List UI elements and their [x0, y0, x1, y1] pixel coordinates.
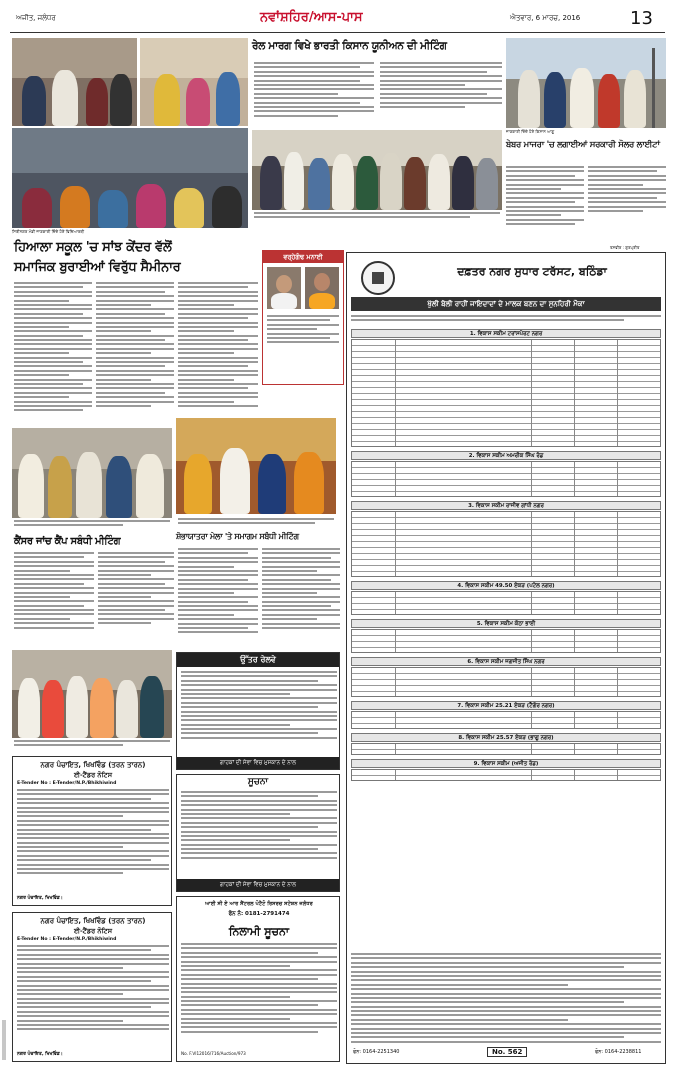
trust-intro-text	[351, 315, 661, 325]
trust-title: ਦਫ਼ਤਰ ਨਗਰ ਸੁਧਾਰ ਟਰੱਸਟ, ਬਠਿੰਡਾ	[457, 265, 607, 278]
mela-headline: ਸ਼ੋਭਾਯਾਤਰਾ ਮੇਲਾ 'ਤੇ ਸਮਾਗਮ ਸਬੰਧੀ ਮੀਟਿੰਗ	[176, 532, 299, 541]
railway-tagline-1: ਗਾਹਕਾਂ ਦੀ ਸੇਵਾ ਵਿਚ ਮੁਸਕਾਨ ਦੇ ਨਾਲ	[177, 757, 339, 769]
publication-label: ਅਜੀਤ, ਜਲੰਧਰ	[16, 14, 56, 22]
school-story-col-3	[178, 282, 258, 422]
photo-elder-2	[305, 267, 339, 309]
trust-section-title: 3. ਵਿਕਾਸ ਸਕੀਮ ਰਾਜੀਵ ਗਾਂਧੀ ਨਗਰ	[351, 501, 661, 510]
tender-notice-2	[12, 912, 172, 1062]
solar-lights-headline: ਬੇਬਰ ਮਾਜਰਾ 'ਚ ਲਗਾਈਆਂ ਸਰਕਾਰੀ ਸੋਲਰ ਲਾਈਟਾਂ	[506, 140, 660, 150]
school-story-col-1	[14, 282, 92, 422]
tender-2-number: E-Tender No : E-Tender/N.P./Bhikhiwind	[17, 937, 117, 942]
auction-notice	[176, 896, 340, 1062]
photo-group-standing	[12, 650, 172, 738]
photo-cancer-camp	[12, 428, 172, 518]
issue-date: ਐਤਵਾਰ, 6 ਮਾਰਚ, 2016	[510, 14, 581, 22]
rail-story-text-2	[380, 62, 502, 128]
auction-org: ਆਈ ਸੀ ਏ ਆਰ ਸੈਂਟਰਲ ਪੋਟੈਟੋ ਰਿਸਰਚ ਸਟੇਸ਼ਨ ਜਲੰਧਰ	[205, 901, 313, 907]
solar-photo-caption: ਜਾਣਕਾਰੀ ਦਿੰਦੇ ਹੋਏ ਕਿਸਾਨ ਆਗੂ	[506, 129, 555, 134]
photo-solar-lights	[506, 38, 666, 128]
tender-notice-1	[12, 756, 172, 906]
trust-section-title: 6. ਵਿਕਾਸ ਸਕੀਮ ਜਗਜੀਤ ਸਿੰਘ ਨਗਰ	[351, 657, 661, 666]
trust-logo	[361, 261, 395, 295]
tender-2-title: ਨਗਰ ਪੰਚਾਇਤ, ਖਿਖਵਿੰਡ (ਤਰਨ ਤਾਰਨ)	[40, 917, 146, 925]
school-seminar-headline-2: ਸਮਾਜਿਕ ਬੁਰਾਈਆਂ ਵਿਰੁੱਧ ਸੈਮੀਨਾਰ	[14, 260, 181, 275]
trust-section-table	[351, 629, 661, 653]
trust-section-title: 8. ਵਿਕਾਸ ਸਕੀਮ 25.57 ਏਕੜ (ਭਾਗੂ ਨਗਰ)	[351, 733, 661, 742]
photo-sant-gathering	[176, 418, 336, 514]
railway-notice-1	[176, 652, 340, 770]
trust-banner: ਖੁੱਲੀ ਬੋਲੀ ਰਾਹੀਂ ਜਾਇਦਾਦਾਂ ਦੇ ਮਾਲਕ ਬਣਨ ਦਾ ਸੁਨਹਿਰੀ ਮੌਕਾ	[351, 297, 661, 311]
tender-2-sign: ਨਗਰ ਪੰਚਾਇਤ, ਖਿਖਵਿੰਡ।	[17, 1052, 63, 1057]
auction-ref: No. F.VI12016/716/Auction/973	[181, 1051, 246, 1056]
trust-footer-phone-left: ਫੋਨ: 0164-2251340	[353, 1049, 400, 1055]
trust-section-table	[351, 667, 661, 697]
school-seminar-headline-1: ਹਿਆਲਾ ਸਕੂਲ 'ਚ ਸਾਂਝ ਕੇਂਦਰ ਵੱਲੋਂ	[14, 240, 172, 255]
cancer-photo-caption	[14, 520, 170, 532]
railway-notice-2	[176, 774, 340, 892]
tender-1-title: ਨਗਰ ਪੰਚਾਇਤ, ਖਿਖਵਿੰਡ (ਤਰਨ ਤਾਰਨ)	[40, 761, 146, 769]
trust-section-title: 5. ਵਿਕਾਸ ਸਕੀਮ ਕੋਠਾ ਭਾਈ	[351, 619, 661, 628]
photo-crowd-hall	[12, 128, 248, 228]
photo-elder	[267, 267, 301, 309]
trust-section-title: 7. ਵਿਕਾਸ ਸਕੀਮ 25.21 ਏਕੜ (ਟੈਗੋਰ ਨਗਰ)	[351, 701, 661, 710]
rail-photo-caption	[254, 212, 500, 224]
trust-section-table	[351, 591, 661, 615]
margin-strip	[2, 1020, 6, 1060]
auction-title: ਨਿਲਾਮੀ ਸੂਚਨਾ	[228, 925, 290, 938]
mela-story-col-1	[178, 548, 258, 648]
page-number: 13	[630, 8, 653, 29]
school-story-col-2	[96, 282, 174, 422]
solar-credit: ਤਸਵੀਰ : ਗੁਰਪ੍ਰੀਤ	[610, 245, 640, 250]
cancer-story-col-1	[14, 552, 94, 644]
solar-story-text-2	[588, 166, 666, 244]
railway-brand: ਉੱਤਰ ਰੇਲਵੇ	[177, 653, 339, 667]
photo-school-women	[140, 38, 248, 126]
group-photo-caption	[14, 740, 170, 752]
photo-felicitation	[12, 38, 137, 126]
trust-footer-phone-right: ਫੋਨ: 0164-2238811	[595, 1049, 642, 1055]
photo-kisan-union	[252, 130, 502, 210]
railway-notice-title: ਸੂਚਨਾ	[247, 777, 269, 787]
trust-footer-number: No. 562	[487, 1047, 527, 1057]
rail-story-text	[254, 62, 374, 128]
trust-section-title: 1. ਵਿਕਾਸ ਸਕੀਮ ਟਰਾਂਸਪੋਰਟ ਨਗਰ	[351, 329, 661, 338]
tender-1-subtitle: ਈ-ਟੈਂਡਰ ਨੋਟਿਸ	[73, 771, 113, 779]
anniversary-title: ਵਰ੍ਹੇਗੰਢ ਮਨਾਈ	[263, 251, 343, 263]
auction-phone: ਫੋਨ ਨੰ: 0181-2791474	[228, 911, 290, 917]
mela-story-col-2	[262, 548, 340, 648]
sant-photo-caption	[178, 518, 334, 530]
trust-section-table	[351, 339, 661, 447]
tender-1-sign: ਨਗਰ ਪੰਚਾਇਤ, ਖਿਖਵਿੰਡ।	[17, 896, 63, 901]
railway-tagline-2: ਗਾਹਕਾਂ ਦੀ ਸੇਵਾ ਵਿਚ ਮੁਸਕਾਨ ਦੇ ਨਾਲ	[177, 879, 339, 891]
trust-section-title: 2. ਵਿਕਾਸ ਸਕੀਮ ਅਮਰੀਕ ਸਿੰਘ ਰੋਡ	[351, 451, 661, 460]
section-title: ਨਵਾਂਸ਼ਹਿਰ/ਆਸ-ਪਾਸ	[260, 10, 363, 25]
masthead	[10, 8, 665, 30]
tender-1-number: E-Tender No : E-Tender/N.P./Bhikhiwind	[17, 781, 117, 786]
trust-section-title: 9. ਵਿਕਾਸ ਸਕੀਮ (ਅਜੀਤ ਰੋਡ)	[351, 759, 661, 768]
cancer-story-col-2	[98, 552, 174, 644]
trust-terms	[351, 953, 661, 1045]
tender-2-subtitle: ਈ-ਟੈਂਡਰ ਨੋਟਿਸ	[73, 927, 113, 935]
trust-section-table	[351, 769, 661, 781]
photo-caption: ਸਿਰੀਨਗਰ ਮੰਡੀ ਜਾਣਕਾਰੀ ਦਿੰਦੇ ਹੋਏ ਵਿਦਿਆਰਥੀ	[12, 229, 85, 234]
cancer-camp-headline: ਕੈਂਸਰ ਜਾਂਚ ਕੈਂਪ ਸਬੰਧੀ ਮੀਟਿੰਗ	[14, 536, 121, 547]
trust-section-table	[351, 461, 661, 497]
trust-section-table	[351, 511, 661, 577]
solar-story-text	[506, 166, 584, 244]
anniversary-box	[262, 250, 344, 385]
trust-section-table	[351, 711, 661, 729]
trust-section-title: 4. ਵਿਕਾਸ ਸਕੀਮ 49.50 ਏਕੜ (ਪਟੇਲ ਨਗਰ)	[351, 581, 661, 590]
rail-meeting-headline: ਰੇਲ ਮਾਰਗ ਵਿਖੇ ਭਾਰਤੀ ਕਿਸਾਨ ਯੂਨੀਅਨ ਦੀ ਮੀਟਿੰਗ	[252, 40, 447, 52]
trust-section-table	[351, 743, 661, 755]
trust-auction-ad	[346, 252, 666, 1064]
